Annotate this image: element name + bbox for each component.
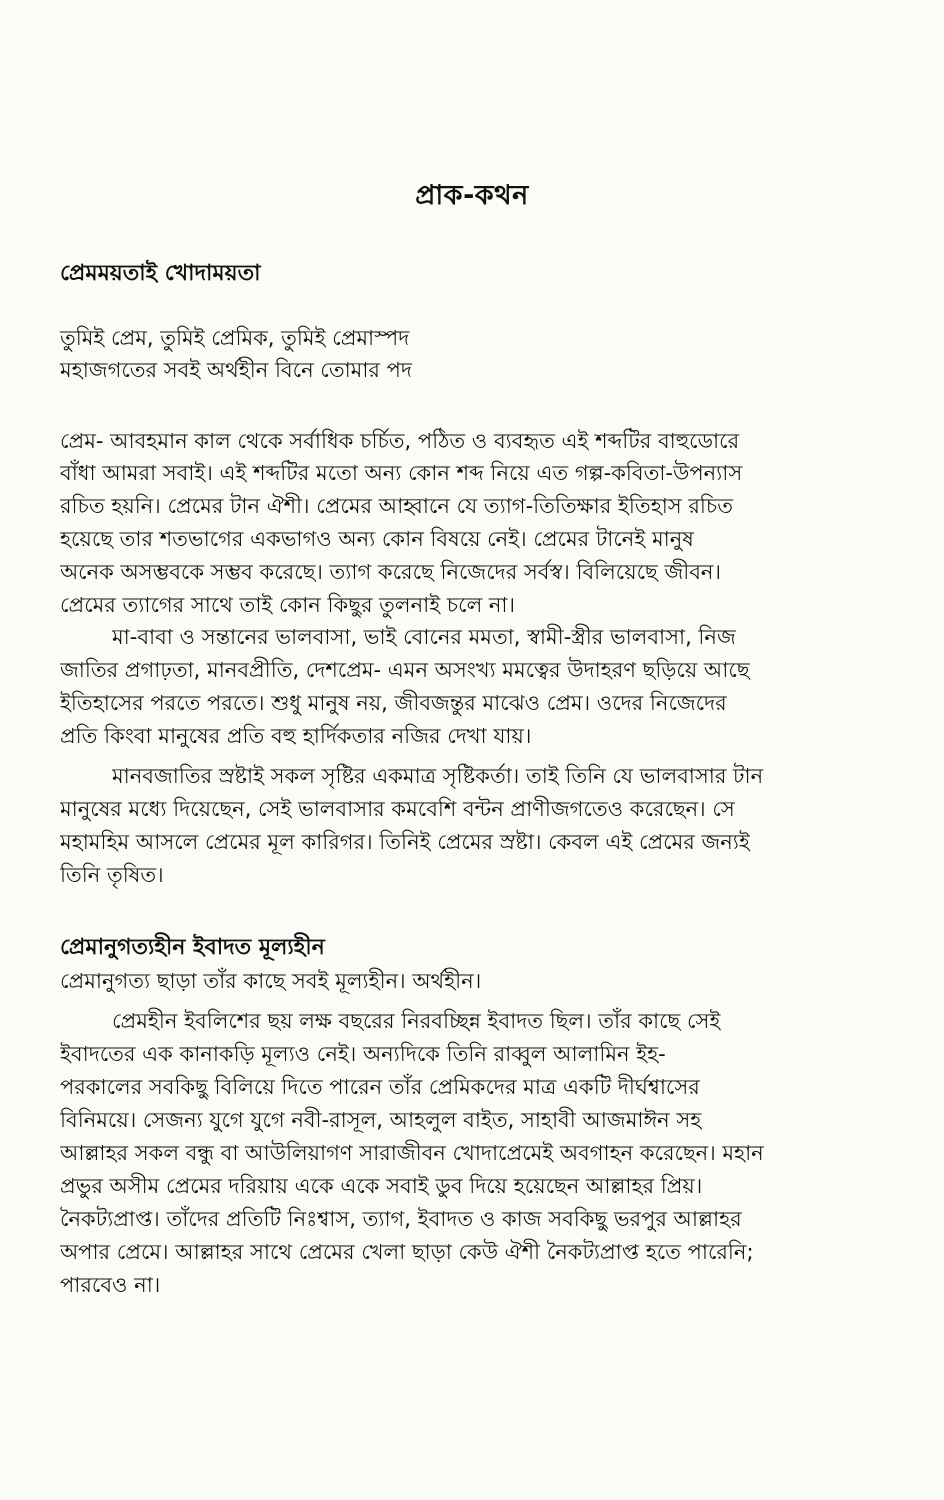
section-heading-1: প্রেমময়তাই খোদাময়তা (60, 261, 261, 286)
paragraph-line: প্রভুর অসীম প্রেমের দরিয়ায় একে একে সবাই ডুব দিয়ে হয়েছেন আল্লাহর প্রিয়। (60, 1174, 703, 1198)
paragraph-line: বিনিময়ে। সেজন্য যুগে যুগে নবী-রাসূল, আহলুল বাইত, সাহাবী আজমাঈন সহ (60, 1108, 702, 1132)
paragraph-line: জাতির প্রগাঢ়তা, মানবপ্রীতি, দেশপ্রেম- এমন অসংখ্য মমত্বের উদাহরণ ছড়িয়ে আছে (60, 658, 750, 682)
paragraph-line: প্রেমের ত্যাগের সাথে তাই কোন কিছুর তুলনাই চলে না। (60, 593, 516, 617)
paragraph-line: হয়েছে তার শতভাগের একভাগও অন্য কোন বিষয়ে নেই। প্রেমের টানেই মানুষ (60, 527, 694, 551)
paragraph-line: প্রেমানুগত্য ছাড়া তাঁর কাছে সবই মূল্যহীন। অর্থহীন। (60, 969, 482, 993)
paragraph-line: রচিত হয়নি। প্রেমের টান ঐশী। প্রেমের আহ্বানে যে ত্যাগ-তিতিক্ষার ইতিহাস রচিত (60, 494, 734, 518)
poem-line: তুমিই প্রেম, তুমিই প্রেমিক, তুমিই প্রেমাস্পদ (60, 326, 410, 350)
paragraph-line: ইতিহাসের পরতে পরতে। শুধু মানুষ নয়, জীবজন্তুর মাঝেও প্রেম। ওদের নিজেদের (60, 691, 727, 715)
paragraph-line: মানুষের মধ্যে দিয়েছেন, সেই ভালবাসার কমবেশি বন্টন প্রাণীজগতেও করেছেন। সে (60, 797, 735, 821)
page-title: প্রাক-কথন (415, 180, 529, 211)
paragraph-line: পারবেও না। (60, 1273, 161, 1297)
paragraph-line: পরকালের সবকিছু বিলিয়ে দিতে পারেন তাঁর প্রেমিকদের মাত্র একটি দীর্ঘশ্বাসের (60, 1075, 700, 1099)
paragraph-line: অনেক অসম্ভবকে সম্ভব করেছে। ত্যাগ করেছে নিজেদের সর্বস্ব। বিলিয়েছে জীবন। (60, 560, 721, 584)
paragraph-line: মা-বাবা ও সন্তানের ভালবাসা, ভাই বোনের মমতা, স্বামী-স্ত্রীর ভালবাসা, নিজ (112, 625, 736, 649)
paragraph-line: প্রতি কিংবা মানুষের প্রতি বহু হার্দিকতার নজির দেখা যায়। (60, 724, 532, 748)
paragraph-line: নৈকট্যপ্রাপ্ত। তাঁদের প্রতিটি নিঃশ্বাস, ত্যাগ, ইবাদত ও কাজ সবকিছু ভরপুর আল্লাহর (60, 1207, 742, 1231)
paragraph-line: আল্লাহর সকল বন্ধু বা আউলিয়াগণ সারাজীবন খোদাপ্রেমেই অবগাহন করেছেন। মহান (60, 1141, 764, 1165)
paragraph-line: প্রেম- আবহমান কাল থেকে সর্বাধিক চর্চিত, পঠিত ও ব্যবহৃত এই শব্দটির বাহুডোরে (60, 429, 740, 453)
paragraph-line: অপার প্রেমে। আল্লাহর সাথে প্রেমের খেলা ছাড়া কেউ ঐশী নৈকট্যপ্রাপ্ত হতে পারেনি; (60, 1240, 754, 1264)
paragraph-line: মানবজাতির স্রষ্টাই সকল সৃষ্টির একমাত্র সৃষ্টিকর্তা। তাই তিনি যে ভালবাসার টান (112, 764, 764, 788)
paragraph-line: প্রেমহীন ইবলিশের ছয় লক্ষ বছরের নিরবচ্ছিন্ন ইবাদত ছিল। তাঁর কাছে সেই (112, 1009, 721, 1033)
section-heading-2: প্রেমানুগত্যহীন ইবাদত মূল্যহীন (60, 935, 325, 960)
paragraph-line: তিনি তৃষিত। (60, 863, 164, 887)
poem-line: মহাজগতের সবই অর্থহীন বিনে তোমার পদ (60, 358, 412, 382)
paragraph-line: বাঁধা আমরা সবাই। এই শব্দটির মতো অন্য কোন শব্দ নিয়ে এত গল্প-কবিতা-উপন্যাস (60, 461, 743, 485)
paragraph-line: মহামহিম আসলে প্রেমের মূল কারিগর। তিনিই প্রেমের স্রষ্টা। কেবল এই প্রেমের জন্যই (60, 830, 750, 854)
paragraph-line: ইবাদতের এক কানাকড়ি মূল্যও নেই। অন্যদিকে তিনি রাব্বুল আলামিন ইহ- (60, 1042, 666, 1066)
